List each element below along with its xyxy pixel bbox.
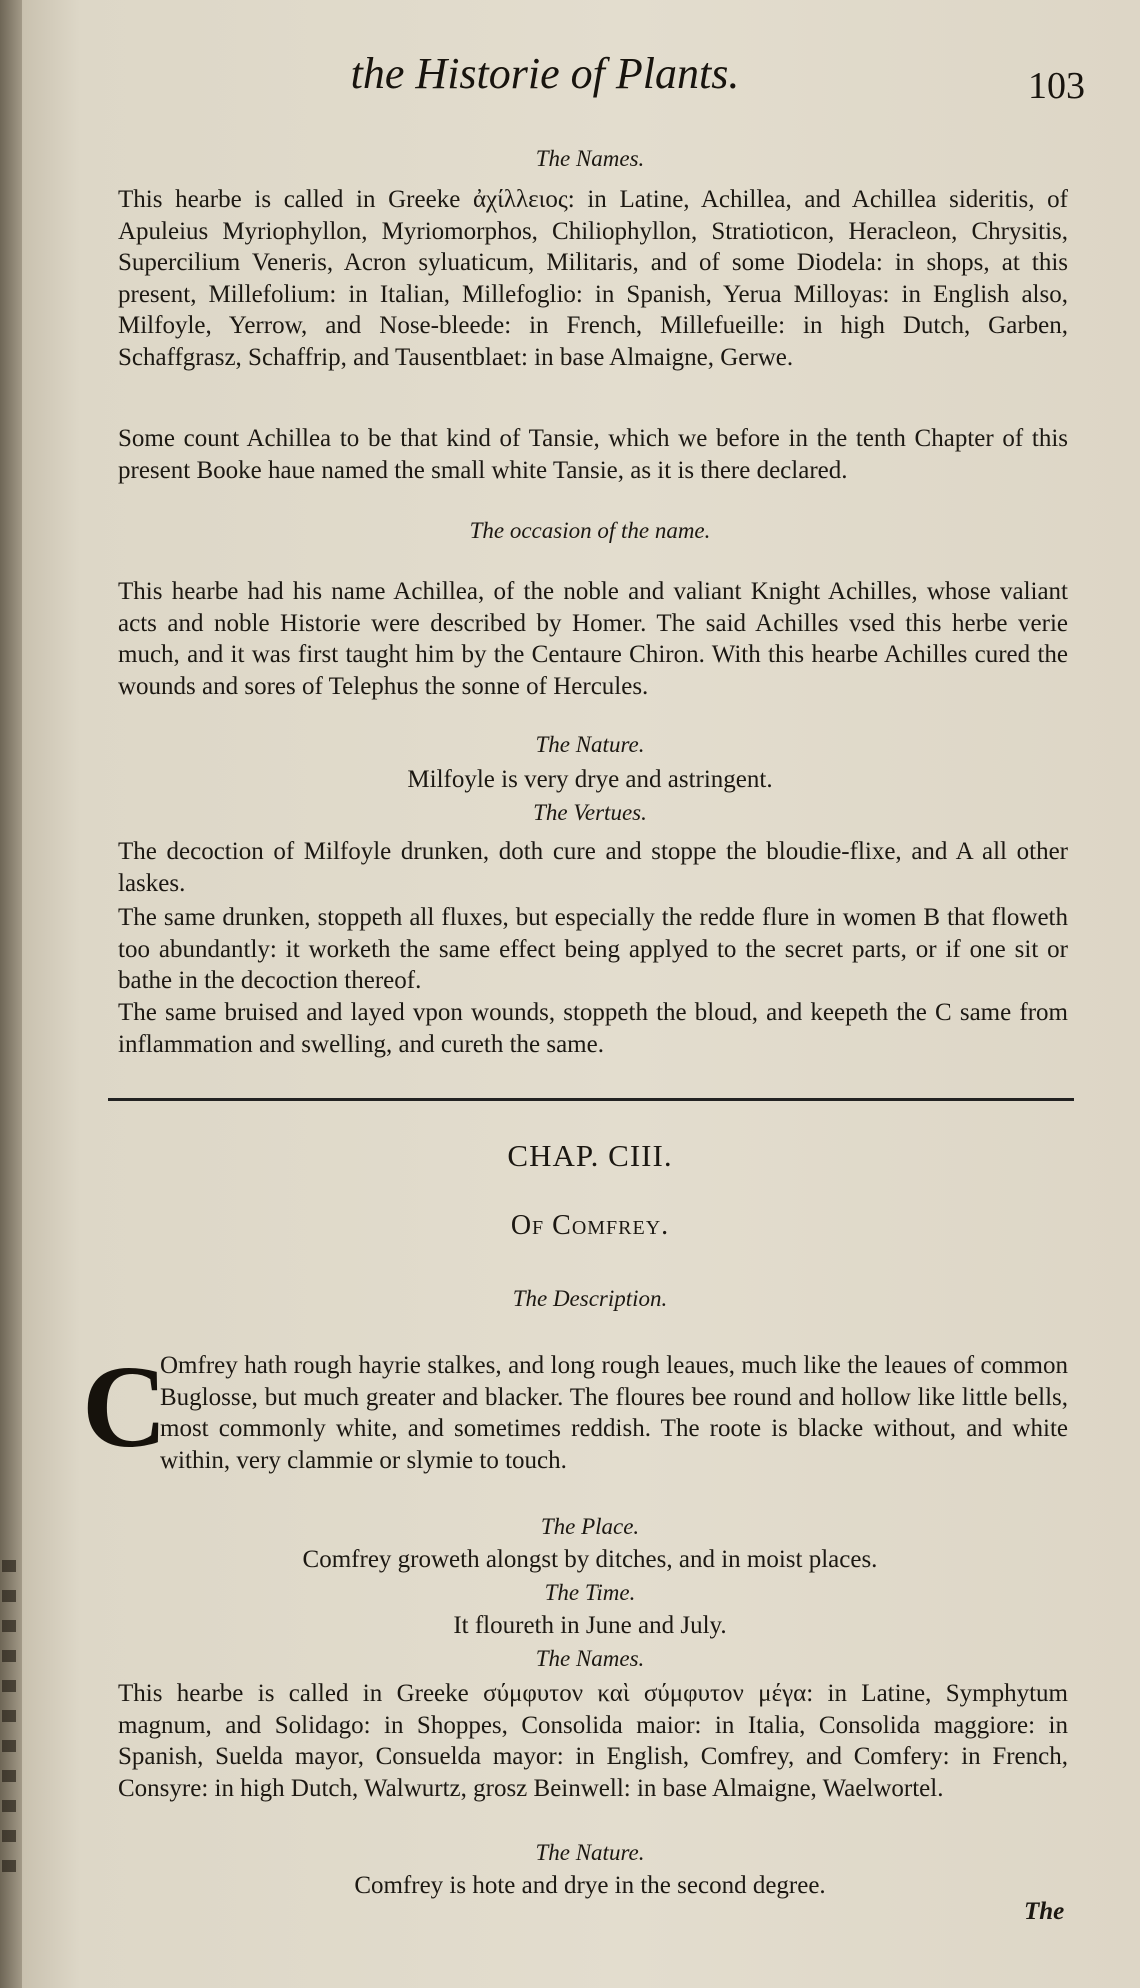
comfrey-names-heading: The Names. [535,1646,645,1671]
comfrey-nature-heading: The Nature. [535,1840,645,1865]
vertues-paragraph-1: The decoction of Milfoyle drunken, doth cure and stoppe the bloudie-flixe, and A all other laskes. [118,838,1068,897]
vertues-heading: The Vertues. [533,800,647,825]
description-heading: The Description. [512,1286,668,1311]
vertues-paragraph-3: The same bruised and layed vpon wounds, stoppeth the bloud, and keepeth the C same from inflammation and swelling, and cureth the same. [118,999,1068,1058]
chapter-subtitle: Of Comfrey. [510,1210,670,1241]
names-paragraph: This hearbe is called in Greeke ἀχίλλειος: in Latine, Achillea, and Achillea sideritis, of Apuleius Myriophyllon, Myriomorphos, Chiliophyllon, Stratioticon, Heracleon, Chrysitis, Supercilium Veneris, Acron syluaticum, Militaris, and of some Diodela: in shops, at this present, Millefolium: in Italian, Millefoglio: in Spanish, Yerua Milloyas: in English also, Milfoyle, Yerrow, and Nose-bleede: in French, Millefueille: in high Dutch, Garben, Schaffgrasz, Schaffrip, and Tausentblaet: in base Almaigne, Gerwe. [118,186,1068,371]
chapter-title: CHAP. CIII. [507,1138,673,1173]
nature-heading: The Nature. [535,732,645,757]
place-text: Comfrey groweth alongst by ditches, and in moist places. [302,1546,878,1573]
drop-cap: C [82,1341,168,1472]
margin-bleed-through [2,1560,16,1880]
nature-text: Milfoyle is very drye and astringent. [407,766,773,793]
comfrey-names-paragraph: This hearbe is called in Greeke σύμφυτον καὶ σύμφυτον μέγα: in Latine, Symphytum magnum, and Solidago: in Shoppes, Consolida maior: in Italia, Consolida maggiore: in Spanish, Suelda mayor, Consuelda mayor: in English, Comfrey, and Comfery: in French, Consyre: in high Dutch, Walwurtz, grosz Beinwell: in base Almaigne, Waelwortel. [118,1680,1068,1802]
vertues-paragraph-2: The same drunken, stoppeth all fluxes, but especially the redde flure in women B that floweth too abundantly: it worketh the same effect being applyed to the secret parts, or if one sit or bathe in the decoction thereof. [118,904,1068,995]
occasion-paragraph: This hearbe had his name Achillea, of the noble and valiant Knight Achilles, whose valiant acts and noble Historie were described by Homer. The said Achilles vsed this herbe verie much, and it was first taught him by the Centaure Chiron. With this hearbe Achilles cured the wounds and sores of Telephus the sonne of Hercules. [118,578,1068,700]
running-header: the Historie of Plants. [350,49,740,98]
page-number: 103 [1028,65,1085,107]
comfrey-nature-text: Comfrey is hote and drye in the second degree. [354,1872,826,1899]
occasion-heading: The occasion of the name. [469,518,711,543]
catchword: The [1024,1898,1065,1925]
time-heading: The Time. [544,1580,636,1605]
time-text: It floureth in June and July. [453,1612,727,1639]
names-paragraph-2: Some count Achillea to be that kind of Tansie, which we before in the tenth Chapter of this present Booke haue named the small white Tansie, as it is there declared. [118,425,1068,484]
names-heading: The Names. [535,146,645,171]
place-heading: The Place. [540,1514,640,1539]
description-paragraph: Omfrey hath rough hayrie stalkes, and long rough leaues, much like the leaues of common Buglosse, but much greater and blacker. The floures bee round and hollow like little bells, most commonly white, and sometimes reddish. The roote is blacke without, and white within, very clammie or slymie to touch. [160,1352,1068,1474]
section-divider [108,1098,1074,1101]
